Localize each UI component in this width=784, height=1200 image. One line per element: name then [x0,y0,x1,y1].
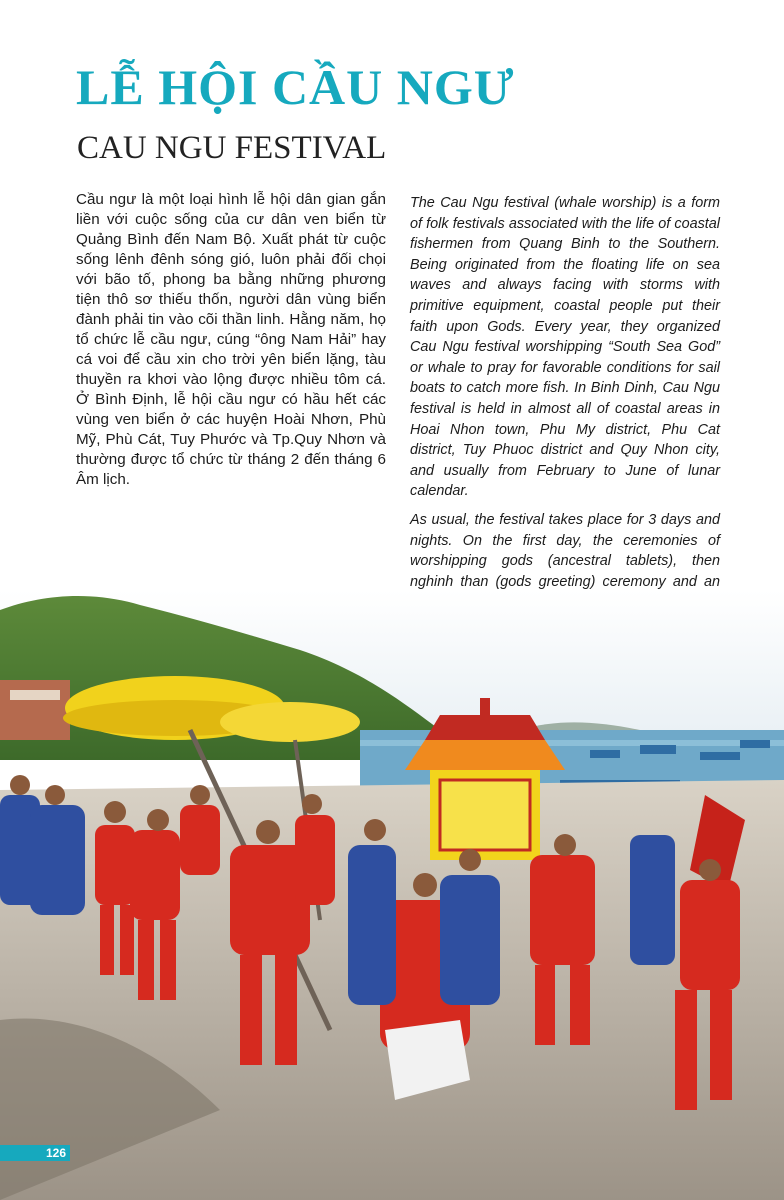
page-title: LỄ HỘI CẦU NGƯ [76,59,515,115]
english-paragraph-1: The Cau Ngu festival (whale worship) is a form of folk festivals associated with the life of coastal fishermen from Quang Binh to the Southern. Being originated from the floating life on sea waves and always facing with storms with primitive equipment, coastal people put their faith upon Gods. Every year, they organized Cau Ngu festival worshipping “South Sea God” or whale to pray for favorable conditions for sail boats to catch more fish. In Binh Dinh, Cau Ngu festival is held in almost all of coastal areas in Hoai Nhon town, Phu My district, Phu Cat district, Tuy Phuoc district and Quy Nhon city, and usually from February to June of lunar calendar. [410,195,720,500]
page-subtitle: CAU NGU FESTIVAL [77,130,387,166]
english-paragraph-2: As usual, the festival takes place for 3 days and nights. On the first day, the ceremonies of worshipping gods (ancestral tablets), then nghinh than (gods greeting) ceremony and an [410,511,720,590]
body-text-english [410,193,720,641]
page-number: 126 [0,1145,70,1161]
festival-procession-photo [0,590,784,1200]
body-text-vietnamese: Cầu ngư là một loại hình lễ hội dân gian gắn liền với cuộc sống của cư dân ven biển từ Quảng Bình đến Nam Bộ. Xuất phát từ cuộc sống lênh đênh sóng gió, luôn phải đối chọi với bão tố, phong ba bằng những phương tiện thô sơ thiếu thốn, người dân vùng biển đành phải tin vào cõi thần linh. Hằng năm, họ tổ chức lễ cầu ngư, cúng “ông Nam Hải” hay cá voi để cầu xin cho trời yên biển lặng, tàu thuyền ra khơi vào lộng được nhiều tôm cá. Ở Bình Định, lễ hội cầu ngư có hầu hết các vùng ven biển ở các huyện Hoài Nhơn, Phù Mỹ, Phù Cát, Tuy Phước và Tp.Quy Nhơn và thường được tổ chức từ tháng 2 đến tháng 6 Âm lịch. [76,191,386,488]
